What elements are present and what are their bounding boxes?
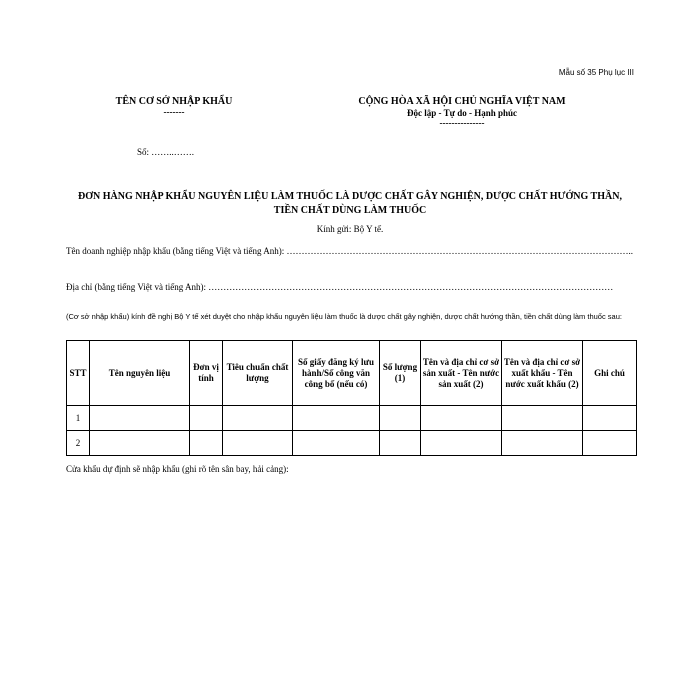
- table-cell: [190, 406, 223, 431]
- column-header-quantity: Số lượng (1): [380, 341, 421, 406]
- document-title: ĐƠN HÀNG NHẬP KHẨU NGUYÊN LIỆU LÀM THUỐC LÀ DƯỢC CHẤT GÂY NGHIỆN, DƯỢC CHẤT HƯỚNG THẦN, TIỀN CHẤT DÙNG LÀM THUỐC: [78, 191, 622, 216]
- column-header-quality-standard: Tiêu chuẩn chất lượng: [223, 341, 293, 406]
- table-cell: [583, 406, 637, 431]
- table-cell: [380, 431, 421, 456]
- column-header-unit: Đơn vị tính: [190, 341, 223, 406]
- table-cell: [90, 406, 190, 431]
- table-cell: [502, 406, 583, 431]
- column-header-notes: Ghi chú: [583, 341, 637, 406]
- column-header-material-name: Tên nguyên liệu: [90, 341, 190, 406]
- table-cell: [223, 431, 293, 456]
- table-cell: [583, 431, 637, 456]
- column-header-stt: STT: [67, 341, 90, 406]
- national-motto: Độc lập - Tự do - Hạnh phúc: [406, 108, 517, 118]
- table-cell: [502, 431, 583, 456]
- table-row: [67, 406, 637, 431]
- row-number: 2: [67, 431, 90, 456]
- national-title: CỘNG HÒA XÃ HỘI CHỦ NGHĨA VIỆT NAM: [358, 96, 566, 107]
- column-header-manufacturer: Tên và địa chỉ cơ sở sản xuất - Tên nước sản xuất (2): [421, 341, 502, 406]
- import-gate-field: Cửa khẩu dự định sẽ nhập khẩu (ghi rõ tên sân bay, hải cảng):: [66, 464, 289, 474]
- table-cell: [190, 431, 223, 456]
- table-cell: [421, 431, 502, 456]
- organization-divider: -------: [163, 107, 185, 117]
- company-name-field: Tên doanh nghiệp nhập khẩu (bằng tiếng Việt và tiếng Anh): ……………………………………………………………………………………………………..: [66, 246, 633, 256]
- table-cell: [380, 406, 421, 431]
- column-header-registration-number: Số giấy đăng ký lưu hành/Số công văn công bố (nếu có): [293, 341, 380, 406]
- table-cell: [223, 406, 293, 431]
- table-row: [67, 431, 637, 456]
- row-number: 1: [67, 406, 90, 431]
- motto-divider: ---------------: [439, 118, 485, 128]
- organization-title: TÊN CƠ SỞ NHẬP KHẨU: [115, 96, 233, 107]
- table-cell: [293, 406, 380, 431]
- table-header-row: [67, 341, 637, 406]
- table-cell: [421, 406, 502, 431]
- table-cell: [90, 431, 190, 456]
- document-number: Số: ……..…….: [137, 147, 195, 157]
- address-field: Địa chỉ (bằng tiếng Việt và tiếng Anh): ………………………………………………………………………………………………………………………: [66, 282, 614, 292]
- request-note: (Cơ sở nhập khẩu) kính đề nghị Bộ Y tế xét duyệt cho nhập khẩu nguyên liệu làm thuốc là dược chất gây nghiện, dược chất hướng thần, tiền chất dùng làm thuốc sau:: [66, 312, 622, 321]
- table-cell: [293, 431, 380, 456]
- column-header-exporter: Tên và địa chỉ cơ sở xuất khẩu - Tên nước xuất khẩu (2): [502, 341, 583, 406]
- form-number: Mẫu số 35 Phụ lục III: [558, 68, 634, 77]
- import-items-table: [66, 340, 637, 456]
- recipient-line: Kính gửi: Bộ Y tế.: [316, 224, 384, 234]
